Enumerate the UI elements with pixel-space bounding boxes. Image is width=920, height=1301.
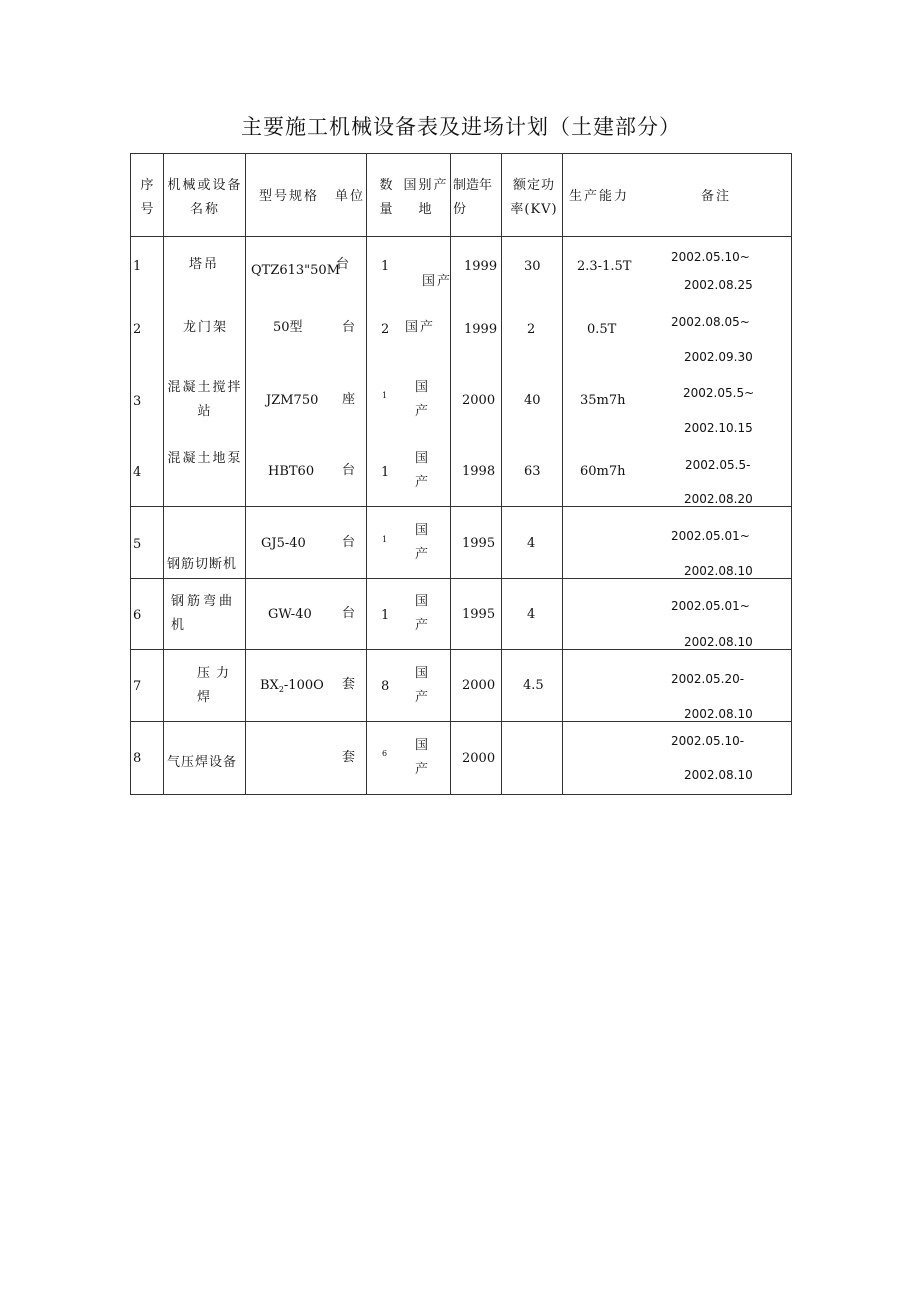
- row-capacity: 0.5T: [587, 322, 617, 337]
- row-unit: 套: [342, 750, 356, 765]
- col-divider: [562, 154, 563, 794]
- row-power: 30: [524, 259, 541, 274]
- row-qty: 2: [381, 322, 390, 337]
- row-origin: 国产: [415, 451, 431, 490]
- row-name: 气压焊设备: [167, 755, 238, 770]
- row-origin: 国产: [415, 380, 431, 419]
- row-seq: 3: [133, 394, 142, 409]
- row-model: 50型: [273, 320, 303, 335]
- row-divider: [131, 721, 791, 722]
- header-qty: 数量: [379, 178, 395, 217]
- row-power: 4: [527, 607, 536, 622]
- row-qty: 1: [381, 259, 390, 274]
- row-model-suffix: -100O: [283, 678, 324, 693]
- row-year: 2000: [462, 678, 496, 693]
- row-start-date: 2002.05.5-: [685, 458, 751, 472]
- row-unit: 座: [342, 392, 356, 407]
- col-divider: [366, 154, 367, 794]
- row-end-date: 2002.08.10: [684, 768, 753, 782]
- row-origin: 国产: [415, 523, 431, 562]
- row-unit: 台: [342, 535, 356, 550]
- row-year: 1999: [464, 259, 498, 274]
- row-qty: 1: [382, 391, 388, 400]
- row-start-date: 2002.05.10~: [671, 250, 750, 264]
- row-seq: 4: [133, 465, 142, 480]
- row-end-date: 2002.08.10: [684, 707, 753, 721]
- page-title: 主要施工机械设备表及进场计划（土建部分）: [241, 115, 681, 139]
- row-name: 混凝土地泵: [167, 451, 243, 466]
- row-start-date: 2002.05.10-: [671, 734, 745, 748]
- row-seq: 1: [133, 259, 142, 274]
- row-start-date: 2002.08.05~: [671, 315, 750, 329]
- row-end-date: 2002.09.30: [684, 350, 753, 364]
- row-model: [260, 679, 324, 692]
- row-model: JZM750: [266, 393, 319, 408]
- row-model-prefix: BX: [260, 678, 279, 693]
- row-name: 钢筋弯曲机: [171, 594, 236, 633]
- row-qty: 6: [382, 749, 388, 758]
- row-unit: 台: [336, 257, 350, 272]
- row-divider: [131, 649, 791, 650]
- row-divider: [131, 578, 791, 579]
- row-seq: 6: [133, 608, 142, 623]
- col-divider: [245, 154, 246, 794]
- row-start-date: 2002.05.01~: [671, 529, 750, 543]
- row-model: HBT60: [268, 464, 315, 479]
- row-capacity: 60m7h: [580, 464, 626, 479]
- row-qty: 1: [381, 608, 390, 623]
- row-name: 压力焊: [197, 666, 236, 705]
- col-divider: [450, 154, 451, 794]
- row-qty: 1: [382, 535, 388, 544]
- row-capacity: 2.3-1.5T: [577, 259, 632, 274]
- header-origin: 国别产地: [403, 178, 449, 217]
- row-year: 1995: [462, 536, 496, 551]
- row-name: 钢筋切断机: [167, 557, 238, 572]
- row-end-date: 2002.08.10: [684, 564, 753, 578]
- row-model: GJ5-40: [261, 536, 306, 551]
- row-end-date: 2002.08.20: [684, 492, 753, 506]
- row-name: 龙门架: [183, 320, 229, 335]
- row-seq: 5: [133, 537, 142, 552]
- row-year: 1995: [462, 607, 496, 622]
- row-power: 40: [524, 393, 541, 408]
- col-divider: [501, 154, 502, 794]
- header-unit: 单位: [335, 189, 366, 204]
- row-origin: 国产: [415, 666, 431, 705]
- row-power: 4.5: [523, 678, 544, 693]
- header-seq: 序号: [140, 178, 156, 217]
- row-model: QTZ613"50M: [251, 263, 341, 278]
- row-year: 1999: [464, 322, 498, 337]
- row-origin: 国产: [422, 274, 453, 289]
- row-model-subscript: 2: [278, 685, 284, 694]
- row-name: 混凝土搅拌站: [167, 380, 243, 419]
- row-power: 2: [527, 322, 536, 337]
- col-divider: [163, 154, 164, 794]
- header-year: 制造年份: [453, 178, 493, 217]
- header-capacity: 生产能力: [569, 189, 630, 204]
- row-start-date: 2002.05.5~: [683, 386, 755, 400]
- header-power: 额定功率(KV): [510, 178, 558, 217]
- row-year: 2000: [462, 393, 496, 408]
- row-start-date: 2002.05.01~: [671, 599, 750, 613]
- row-power: 4: [527, 536, 536, 551]
- row-seq: 8: [133, 751, 142, 766]
- row-model: GW-40: [268, 607, 312, 622]
- row-origin: 国产: [405, 320, 436, 335]
- row-unit: 台: [342, 606, 356, 621]
- row-year: 2000: [462, 751, 496, 766]
- row-divider: [131, 236, 791, 237]
- row-capacity: 35m7h: [580, 393, 626, 408]
- row-qty: 8: [381, 679, 390, 694]
- row-unit: 台: [342, 320, 356, 335]
- equipment-table: [130, 153, 792, 795]
- row-qty: 1: [381, 465, 390, 480]
- row-origin: 国产: [415, 594, 431, 633]
- row-unit: 台: [342, 463, 356, 478]
- row-year: 1998: [462, 464, 496, 479]
- row-end-date: 2002.08.25: [684, 278, 753, 292]
- row-seq: 2: [133, 322, 142, 337]
- row-origin: 国产: [415, 738, 431, 777]
- row-power: 63: [524, 464, 541, 479]
- row-start-date: 2002.05.20-: [671, 672, 745, 686]
- row-end-date: 2002.08.10: [684, 635, 753, 649]
- row-seq: 7: [133, 679, 142, 694]
- header-remark: 备注: [701, 189, 732, 204]
- row-name: 塔吊: [189, 257, 220, 272]
- header-model: 型号规格: [259, 189, 320, 204]
- row-unit: 套: [342, 677, 356, 692]
- header-name: 机械或设备名称: [167, 178, 243, 217]
- row-end-date: 2002.10.15: [684, 421, 753, 435]
- row-divider: [131, 506, 791, 507]
